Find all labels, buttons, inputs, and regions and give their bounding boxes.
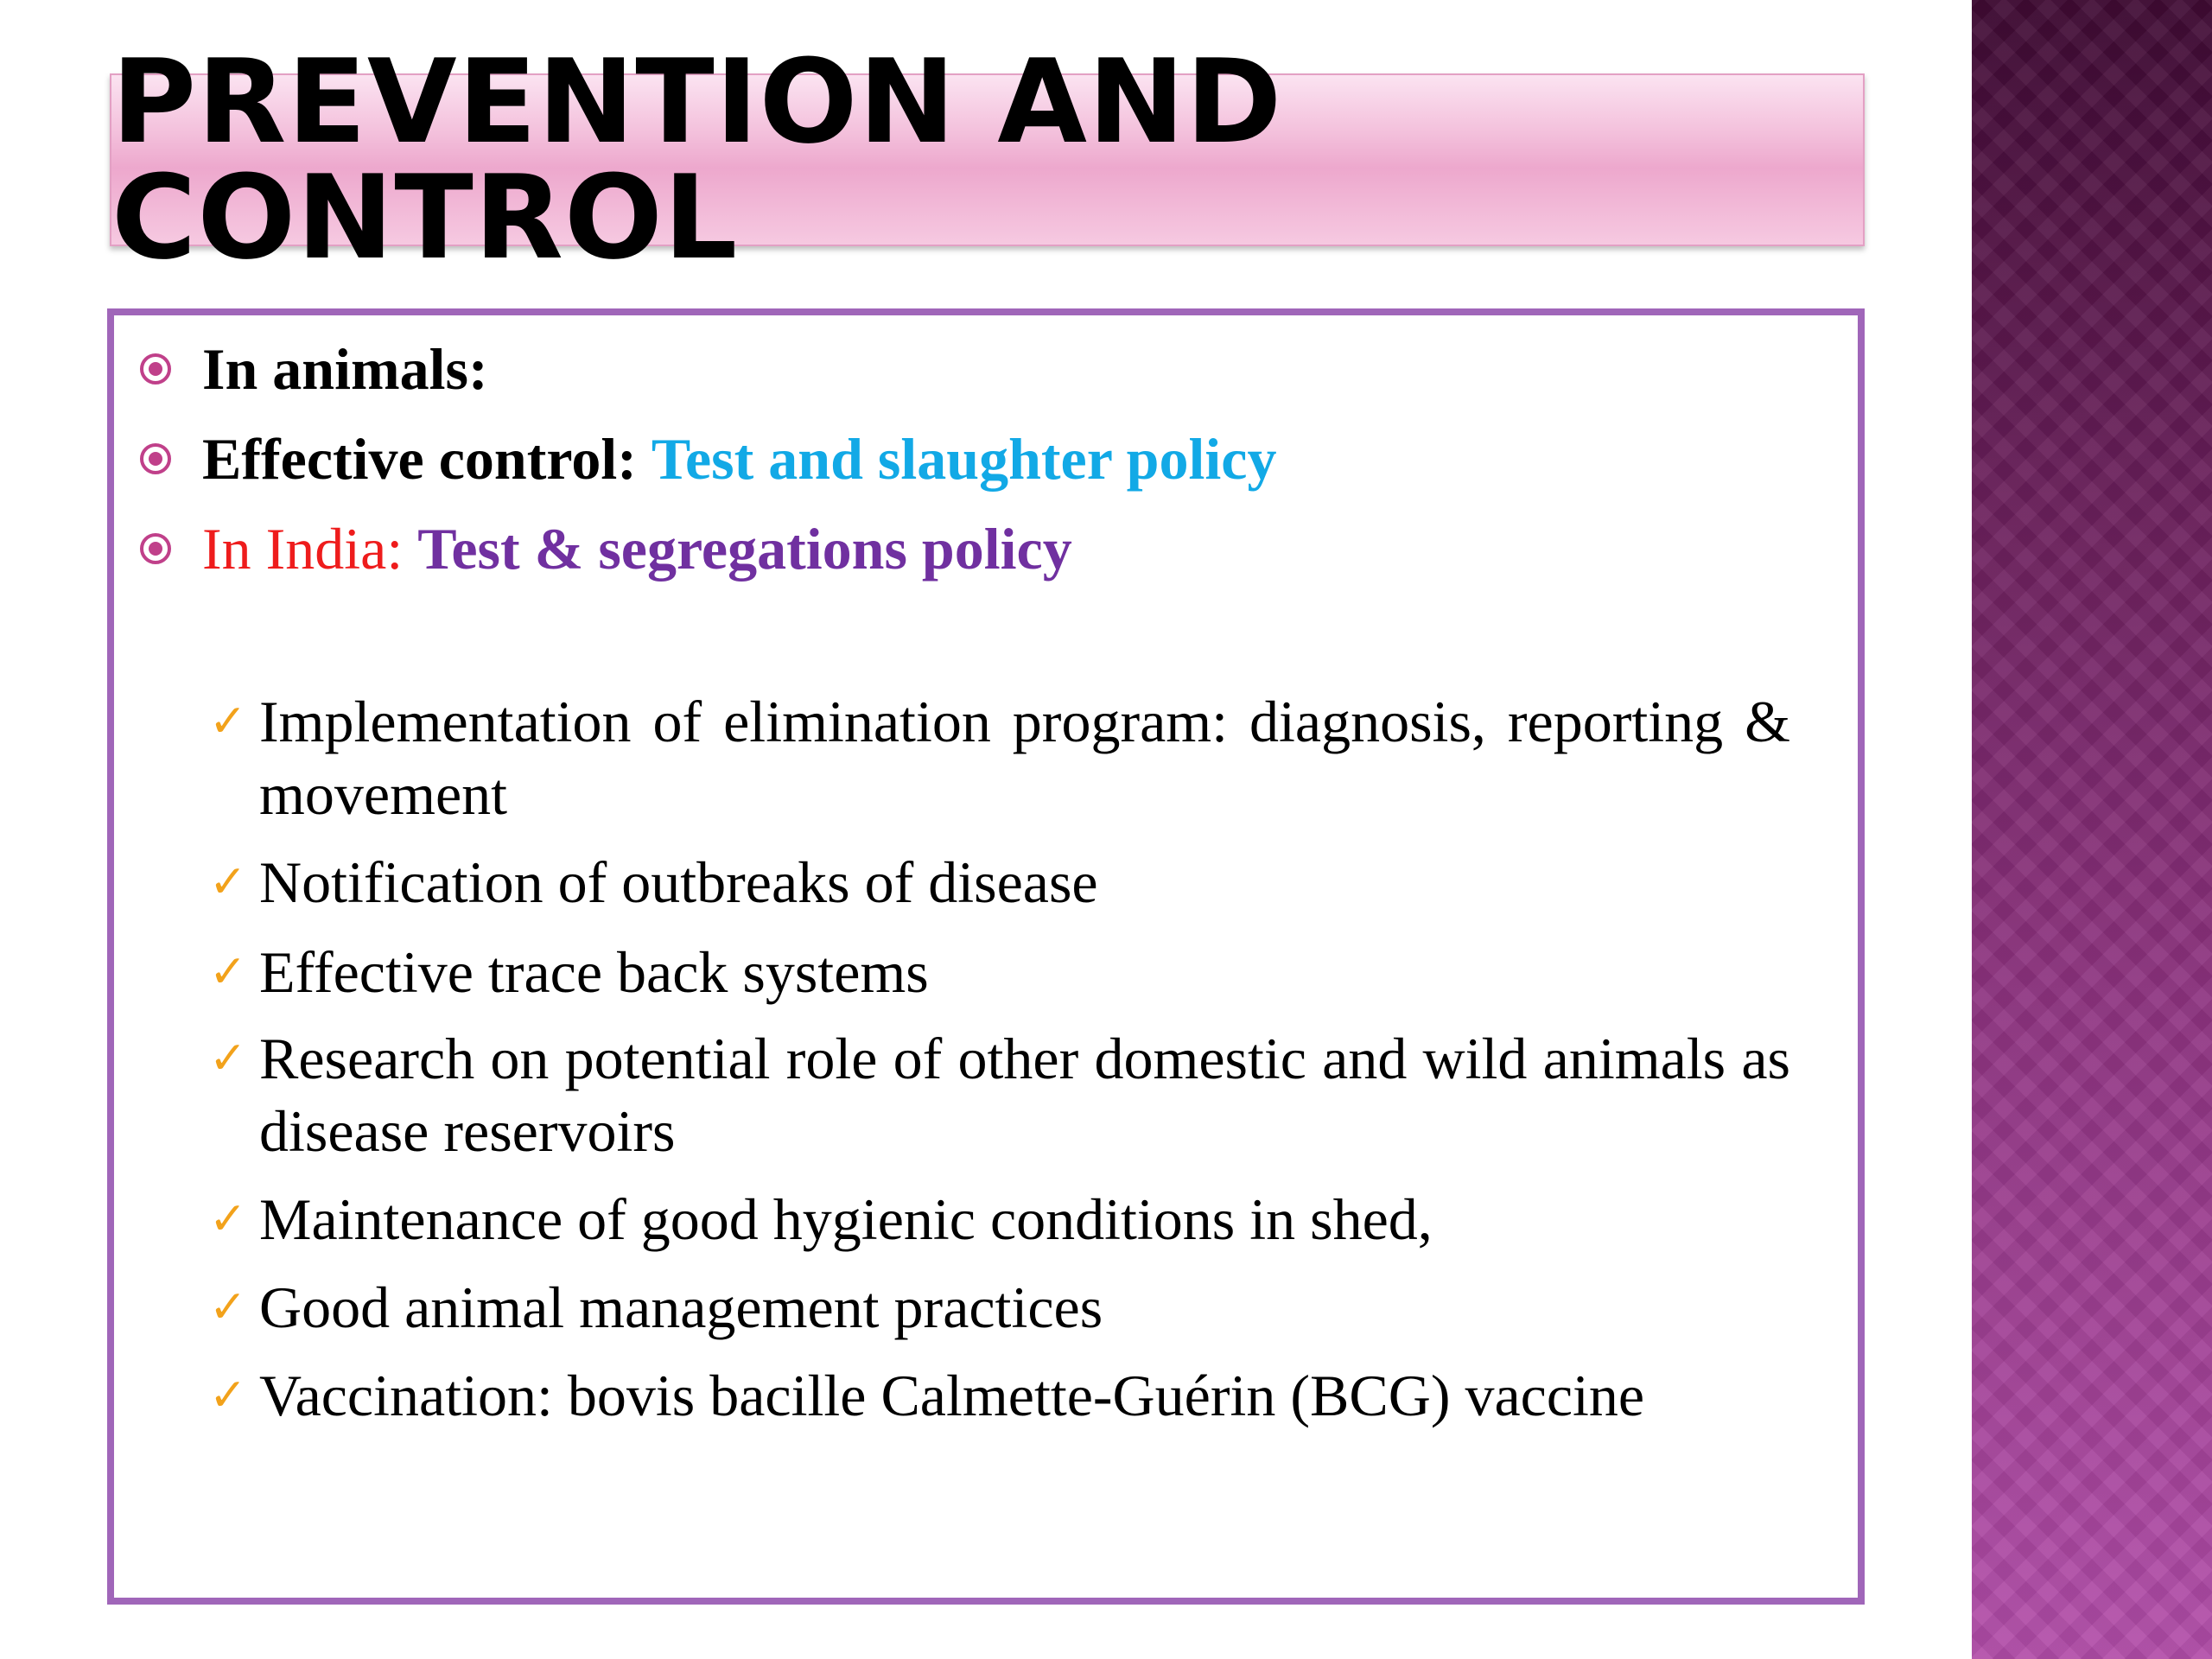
sub-list-item <box>209 1271 1790 1344</box>
sub-item-text: Implementation of elimination program: diagnosis, reporting & movement <box>259 689 1790 827</box>
bullet-in-india <box>138 516 1072 582</box>
sub-item-text: Maintenance of good hygienic conditions in shed, <box>259 1186 1433 1252</box>
checkmark-icon: ✓ <box>209 856 247 908</box>
sub-item-text: Good animal management practices <box>259 1274 1103 1340</box>
sub-list-item <box>209 685 1790 830</box>
bullet-in-animals <box>138 336 488 402</box>
bullet-highlight: Test and slaughter policy <box>651 426 1277 492</box>
sub-item-text: Effective trace back systems <box>259 939 929 1005</box>
sub-item-text: Research on potential role of other domestic and wild animals as disease reservoirs <box>259 1026 1790 1164</box>
bullet-label: In animals: <box>202 336 488 402</box>
decorative-side-band <box>1972 0 2212 1659</box>
bullet-highlight: Test & segregations policy <box>417 516 1072 582</box>
content-box <box>107 308 1865 1605</box>
sub-list-item <box>209 936 1790 1008</box>
circled-dot-bullet-icon <box>138 442 173 476</box>
sub-list-item <box>209 1022 1790 1167</box>
circled-dot-bullet-icon <box>138 531 173 566</box>
checkmark-icon: ✓ <box>209 696 247 747</box>
slide-title: PREVENTION AND CONTROL <box>111 35 1283 285</box>
checkmark-icon: ✓ <box>209 946 247 998</box>
bullet-label: Effective control: <box>202 426 637 492</box>
sub-item-text: Notification of outbreaks of disease <box>259 849 1098 915</box>
checkmark-icon: ✓ <box>209 1370 247 1421</box>
bullet-effective-control <box>138 426 1277 492</box>
title-bar <box>110 35 1865 285</box>
sub-item-text: Vaccination: bovis bacille Calmette-Guérin (BCG) vaccine <box>259 1363 1645 1428</box>
circled-dot-bullet-icon <box>138 352 173 386</box>
checkmark-icon: ✓ <box>209 1281 247 1333</box>
checkmark-icon: ✓ <box>209 1033 247 1084</box>
sub-list-item <box>209 846 1790 918</box>
bullet-label: In India: <box>202 516 404 582</box>
sub-list-item <box>209 1183 1790 1255</box>
checkmark-icon: ✓ <box>209 1193 247 1245</box>
sub-list-item <box>209 1359 1790 1432</box>
